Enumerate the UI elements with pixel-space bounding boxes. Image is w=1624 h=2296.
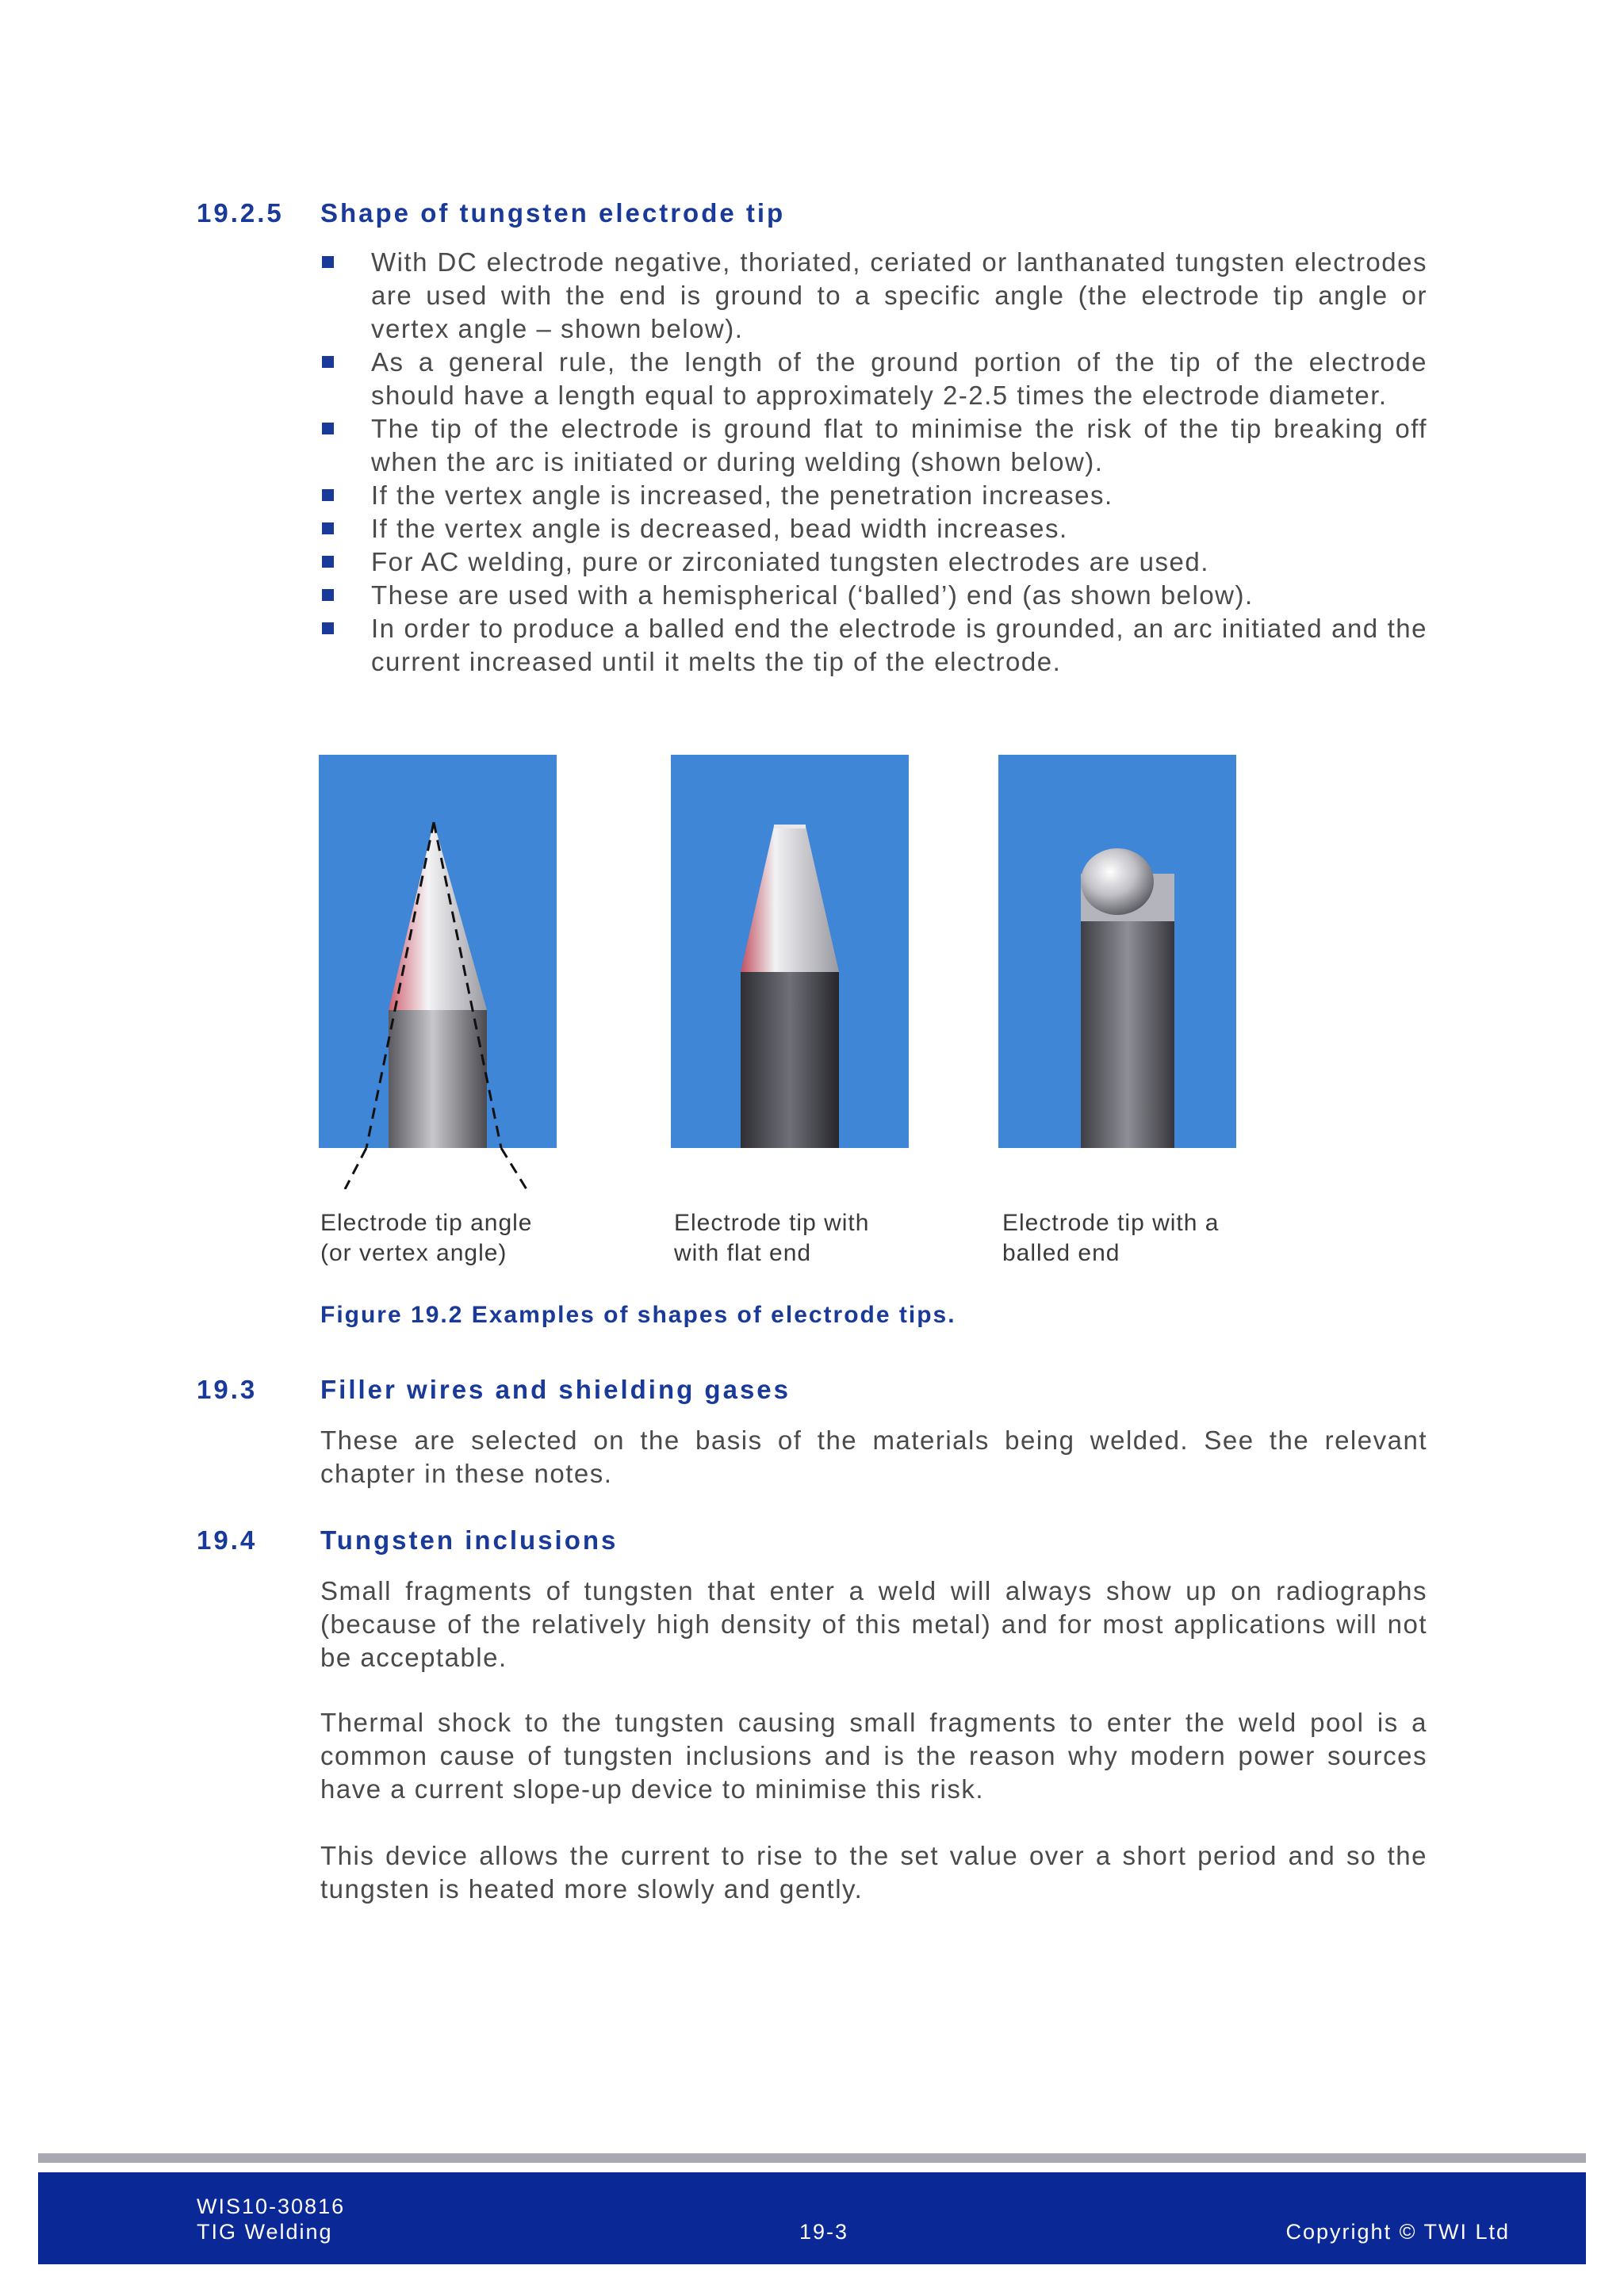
- section-heading-19-2-5: [197, 198, 785, 228]
- section-19-3-text: These are selected on the basis of the materials being welded. See the relevant chapter in these notes.: [320, 1425, 1427, 1488]
- section-number: 19.2.5: [197, 198, 284, 228]
- bullet-text: With DC electrode negative, thoriated, ceriated or lanthanated tungsten electrodes are used with the end is ground to a specific angle (the electrode tip angle or vertex angle – shown below).: [371, 247, 1427, 343]
- module-name: TIG Welding: [197, 2220, 333, 2244]
- section-heading-19-3: [197, 1375, 791, 1405]
- figure-caption-flat: [674, 1208, 869, 1269]
- electrode-pointed-tip-photo: [319, 755, 557, 1148]
- bullet-list: [320, 246, 1427, 679]
- bullet-square-icon: [322, 489, 334, 501]
- bullet-item: [320, 545, 1427, 579]
- section-19-4-paragraph: Thermal shock to the tungsten causing small fragments to enter the weld pool is a common cause of tungsten inclusions and is the reason why modern power sources have a current slope-up device to minimise this risk.: [320, 1708, 1427, 1804]
- electrode-balled-tip-photo: [998, 755, 1236, 1148]
- bullet-item: [320, 512, 1427, 545]
- caption-line: Electrode tip with: [674, 1210, 870, 1236]
- bullet-text: These are used with a hemispherical (‘balled’) end (as shown below).: [371, 580, 1254, 610]
- bullet-item: [320, 612, 1427, 679]
- section-heading-19-4: [197, 1525, 618, 1556]
- bullet-square-icon: [322, 589, 334, 601]
- bullet-item: [320, 479, 1427, 512]
- page-footer: [38, 2172, 1586, 2264]
- document-reference: WIS10-30816: [197, 2195, 346, 2218]
- bullet-text: As a general rule, the length of the ground portion of the tip of the electrode should have a length equal to approximately 2-2.5 times the electrode diameter.: [371, 347, 1427, 410]
- copyright-notice: Copyright © TWI Ltd: [1285, 2220, 1510, 2244]
- caption-line: balled end: [1002, 1240, 1120, 1266]
- bullet-item: [320, 246, 1427, 346]
- bullet-text: If the vertex angle is increased, the penetration increases.: [371, 480, 1113, 510]
- bullet-text: The tip of the electrode is ground flat to minimise the risk of the tip breaking off when the arc is initiated or during welding (shown below).: [371, 414, 1427, 476]
- section-title: Shape of tungsten electrode tip: [320, 198, 786, 228]
- bullet-text: If the vertex angle is decreased, bead width increases.: [371, 514, 1068, 543]
- bullet-square-icon: [322, 423, 334, 434]
- section-title: Tungsten inclusions: [320, 1525, 619, 1555]
- electrode-flat-tip-photo: [671, 755, 909, 1148]
- caption-line: Electrode tip angle: [320, 1210, 533, 1236]
- bullet-text: For AC welding, pure or zirconiated tungsten electrodes are used.: [371, 547, 1209, 576]
- figure-title: Figure 19.2 Examples of shapes of electrode tips.: [320, 1302, 956, 1328]
- bullet-square-icon: [322, 256, 334, 268]
- figure-caption-pointed: [320, 1208, 533, 1269]
- bullet-item: [320, 412, 1427, 479]
- footer-divider: [38, 2153, 1586, 2163]
- section-number: 19.3: [197, 1375, 258, 1404]
- caption-line: (or vertex angle): [320, 1240, 508, 1266]
- caption-line: Electrode tip with a: [1002, 1210, 1220, 1236]
- section-19-4-paragraph: This device allows the current to rise to the set value over a short period and so the tungsten is heated more slowly and gently.: [320, 1841, 1427, 1904]
- bullet-item: [320, 346, 1427, 412]
- section-number: 19.4: [197, 1525, 258, 1555]
- vertex-angle-guide-lines: [319, 1148, 557, 1189]
- section-19-4-paragraph: Small fragments of tungsten that enter a weld will always show up on radiographs (because of the relatively high density of this metal) and for most applications will not be acceptable.: [320, 1576, 1427, 1672]
- bullet-square-icon: [322, 522, 334, 534]
- bullet-square-icon: [322, 556, 334, 568]
- bullet-square-icon: [322, 356, 334, 368]
- bullet-text: In order to produce a balled end the electrode is grounded, an arc initiated and the current increased until it melts the tip of the electrode.: [371, 614, 1427, 676]
- page-number: 19-3: [799, 2220, 849, 2244]
- caption-line: with flat end: [674, 1240, 812, 1266]
- figure-caption-balled: [1002, 1208, 1219, 1269]
- bullet-item: [320, 579, 1427, 612]
- section-title: Filler wires and shielding gases: [320, 1375, 791, 1404]
- bullet-square-icon: [322, 622, 334, 634]
